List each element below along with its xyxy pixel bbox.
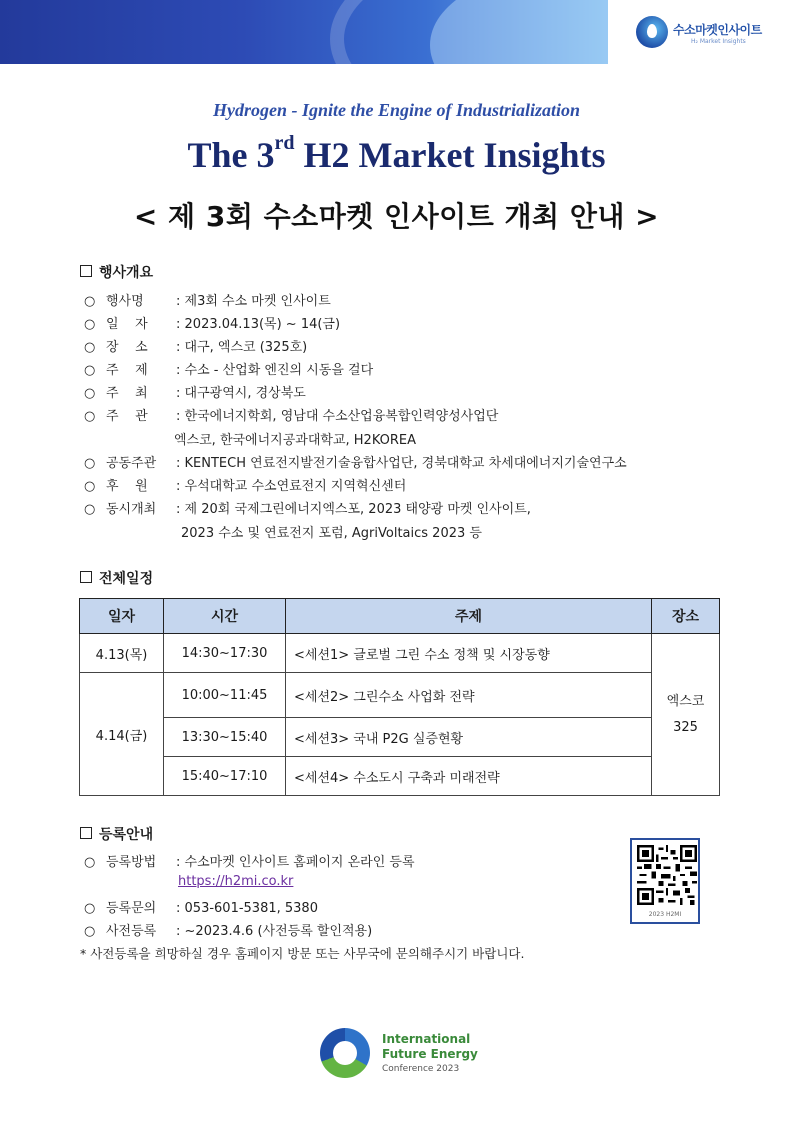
circle-bullet-icon: ○ [84, 409, 96, 424]
column-header: 일자 [80, 599, 164, 634]
item-value: 2023.04.13(목) ~ 14(금) [184, 317, 341, 332]
item-value-continued: 2023 수소 및 연료전지 포럼, AgriVoltaics 2023 등 [181, 526, 482, 541]
registration-item [84, 851, 415, 870]
item-separator: : [176, 901, 181, 916]
section-heading-overview [80, 262, 153, 282]
header-banner [0, 0, 608, 64]
registration-link[interactable] [178, 874, 293, 889]
item-key: 일 자 [106, 317, 148, 332]
circle-bullet-icon: ○ [84, 456, 96, 471]
overview-item [84, 475, 406, 494]
item-value-continued: 엑스코, 한국에너지공과대학교, H2KOREA [174, 433, 417, 448]
logo-subtitle: H₂ Market Insights [691, 38, 746, 45]
place-name: 엑스코 [666, 693, 705, 709]
circle-bullet-icon: ○ [84, 363, 96, 378]
table-row [80, 673, 720, 718]
section-title: 등록안내 [99, 827, 154, 843]
logo-name: 수소마켓인사이트 [673, 23, 762, 37]
item-separator: : [176, 479, 181, 494]
section-heading-registration [80, 824, 153, 844]
item-separator: : [176, 502, 181, 517]
circle-bullet-icon: ○ [84, 386, 96, 401]
item-separator: : [176, 456, 181, 471]
qr-caption: 2023 H2MI [648, 911, 682, 918]
title-korean: < 제 3회 수소마켓 인사이트 개최 안내 > [133, 200, 660, 233]
conference-emblem-icon [320, 1028, 370, 1078]
overview-item [84, 290, 331, 309]
item-value: 053-601-5381, 5380 [184, 901, 318, 916]
registration-item [84, 897, 318, 916]
item-value: 한국에너지학회, 영남대 수소산업융복합인력양성사업단 [184, 409, 499, 424]
item-value: 제 20회 국제그린에너지엑스포, 2023 태양광 마켓 인사이트, [184, 502, 531, 517]
overview-item [84, 313, 340, 332]
item-separator: : [176, 924, 181, 939]
conference-logo [320, 1026, 480, 1084]
circle-bullet-icon: ○ [84, 901, 96, 916]
item-separator: : [176, 386, 181, 401]
header-logo [636, 16, 766, 52]
checkbox-square-icon [80, 571, 92, 583]
column-header: 주제 [286, 599, 652, 634]
item-separator: : [176, 294, 181, 309]
circle-bullet-icon: ○ [84, 855, 96, 870]
overview-item [84, 405, 498, 424]
item-value: 수소 - 산업화 엔진의 시동을 걸다 [184, 363, 374, 378]
qr-code[interactable] [630, 838, 700, 924]
circle-bullet-icon: ○ [84, 502, 96, 517]
item-key: 등록문의 [106, 901, 157, 916]
item-key: 사전등록 [106, 924, 157, 939]
item-key: 장 소 [106, 340, 148, 355]
time-cell: 10:00~11:45 [164, 673, 286, 718]
topic-cell: <세션1> 글로벌 그린 수소 정책 및 시장동향 [286, 634, 652, 673]
item-separator: : [176, 363, 181, 378]
checkbox-square-icon [80, 827, 92, 839]
item-key: 후 원 [106, 479, 148, 494]
item-separator: : [176, 340, 181, 355]
overview-item [84, 498, 531, 517]
conference-name-line2: Future Energy [382, 1047, 478, 1061]
item-key: 등록방법 [106, 855, 157, 870]
topic-cell: <세션3> 국내 P2G 실증현황 [286, 718, 652, 757]
schedule-table [79, 598, 720, 796]
item-value: 제3회 수소 마켓 인사이트 [184, 294, 331, 309]
item-value: 대구광역시, 경상북도 [184, 386, 306, 401]
date-cell: 4.13(목) [80, 634, 164, 673]
item-value: 우석대학교 수소연료전지 지역혁신센터 [184, 479, 407, 494]
item-value: 대구, 엑스코 (325호) [184, 340, 308, 355]
checkbox-square-icon [80, 265, 92, 277]
conference-name-line3: Conference 2023 [382, 1064, 460, 1074]
table-row [80, 718, 720, 757]
circle-bullet-icon: ○ [84, 340, 96, 355]
item-key: 주 관 [106, 409, 148, 424]
overview-item [84, 336, 307, 355]
table-row [80, 757, 720, 796]
circle-bullet-icon: ○ [84, 479, 96, 494]
place-cell [652, 634, 720, 796]
overview-item [84, 359, 373, 378]
title-en-post: H2 Market Insights [294, 135, 606, 175]
place-room: 325 [673, 719, 698, 735]
time-cell: 14:30~17:30 [164, 634, 286, 673]
section-title: 행사개요 [99, 265, 154, 281]
table-header-row [80, 599, 720, 634]
banner-wave [430, 0, 608, 64]
item-key: 공동주관 [106, 456, 157, 471]
item-key: 동시개최 [106, 502, 157, 517]
time-cell: 13:30~15:40 [164, 718, 286, 757]
circle-bullet-icon: ○ [84, 317, 96, 332]
section-heading-schedule [80, 568, 153, 588]
item-value: KENTECH 연료전지발전기술융합사업단, 경북대학교 차세대에너지기술연구소 [184, 456, 627, 471]
registration-note: * 사전등록을 희망하실 경우 홈페이지 방문 또는 사무국에 문의해주시기 바랍니다. [80, 946, 525, 961]
hydrogen-drop-icon [636, 16, 668, 48]
item-value: ~2023.4.6 (사전등록 할인적용) [184, 924, 373, 939]
section-title: 전체일정 [99, 571, 154, 587]
item-key: 주 최 [106, 386, 148, 401]
column-header: 시간 [164, 599, 286, 634]
item-separator: : [176, 409, 181, 424]
item-value: 수소마켓 인사이트 홈페이지 온라인 등록 [184, 855, 415, 870]
item-key: 주 제 [106, 363, 148, 378]
circle-bullet-icon: ○ [84, 924, 96, 939]
time-cell: 15:40~17:10 [164, 757, 286, 796]
topic-cell: <세션2> 그린수소 사업화 전략 [286, 673, 652, 718]
qr-code-icon [637, 844, 697, 906]
column-header: 장소 [652, 599, 720, 634]
tagline: Hydrogen - Ignite the Engine of Industrialization [212, 100, 581, 120]
title-en-pre: The 3 [187, 135, 275, 175]
registration-item [84, 920, 372, 939]
item-separator: : [176, 317, 181, 332]
title-en-sup: rd [274, 132, 295, 154]
date-cell: 4.14(금) [80, 673, 164, 796]
item-key: 행사명 [106, 294, 144, 309]
table-row [80, 634, 720, 673]
circle-bullet-icon: ○ [84, 294, 96, 309]
topic-cell: <세션4> 수소도시 구축과 미래전략 [286, 757, 652, 796]
overview-item [84, 382, 306, 401]
overview-item [84, 452, 627, 471]
homepage-link[interactable]: https://h2mi.co.kr [178, 874, 294, 889]
item-separator: : [176, 855, 181, 870]
title-english [0, 134, 793, 176]
conference-name-line1: International [382, 1032, 471, 1046]
